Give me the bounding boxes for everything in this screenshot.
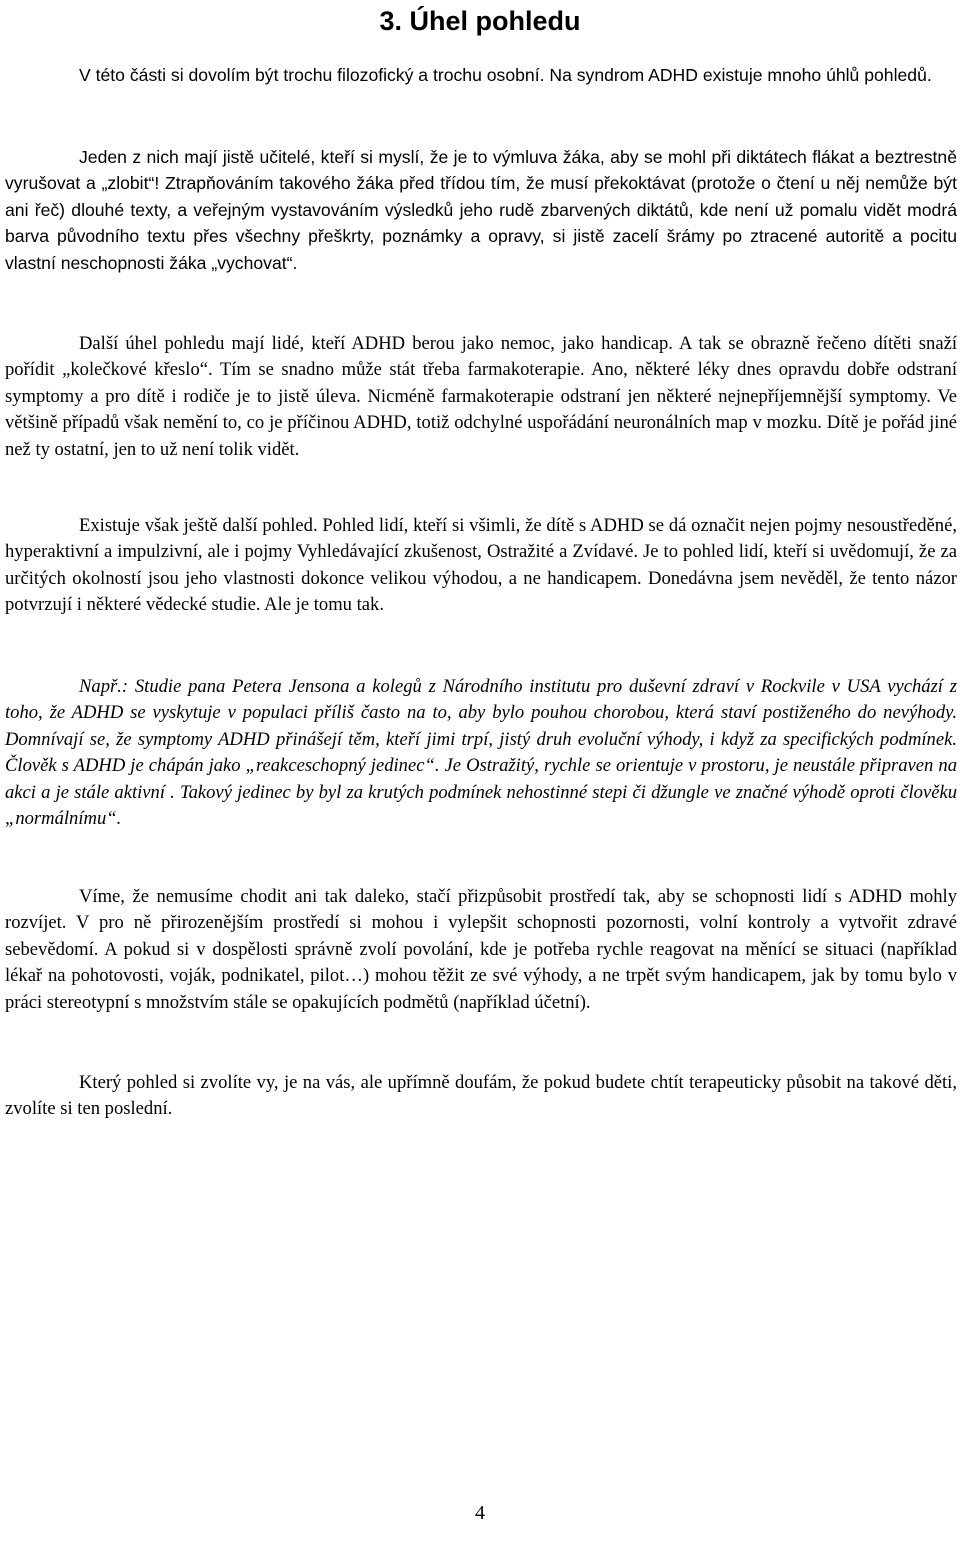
paragraph-advantage-view: Existuje však ještě další pohled. Pohled lidí, kteří si všimli, že dítě s ADHD se dá označit nejen pojmy nesoustředěné, hyperaktivní a impulzivní, ale i pojmy Vyhledávající zkušenost, Ostražité a Zvídavé. Je to pohled lidí, kteří si uvědomují, že za určitých okolností jsou jeho vlastnosti dokonce velikou výhodou, a ne handicapem. Donedávna jsem nevěděl, že tento názor potvrzují i některé vědecké studie. Ale je tomu tak.: [5, 515, 957, 616]
section-heading: 3. Úhel pohledu: [379, 6, 581, 36]
paragraph-illness-view: Další úhel pohledu mají lidé, kteří ADHD berou jako nemoc, jako handicap. A tak se obrazně řečeno dítěti snaží pořídit „kolečkové křeslo“. Tím se snadno může stát třeba farmakoterapie. Ano, některé léky dnes opravdu dobře odstraní symptomy a pro dítě i rodiče je to jistě úleva. Nicméně farmakoterapie odstraní jen některé nejnepříjemnější symptomy. Ve většině případů však nemění to, co je příčinou ADHD, totiž odchylné uspořádání neuronálních map v mozku. Dítě je pořád jiné než ty ostatní, jen to už není tolik vidět.: [5, 333, 957, 460]
paragraph-conclusion: Který pohled si zvolíte vy, je na vás, ale upřímně doufám, že pokud budete chtít terapeuticky působit na takové děti, zvolíte si ten poslední.: [5, 1072, 957, 1120]
page-number: 4: [475, 1502, 485, 1524]
paragraph-environment: Víme, že nemusíme chodit ani tak daleko, stačí přizpůsobit prostředí tak, aby se schopnosti lidí s ADHD mohly rozvíjet. V pro ně přirozenějším prostředí si mohou i vylepšit schopnosti pozornosti, volní kontroly a vytvořit zdravé sebevědomí. A pokud si v dospělosti správně zvolí povolání, kde je potřeba rychle reagovat na měnící se situaci (například lékař na pohotovosti, voják, podnikatel, pilot…) mohou těžit ze své výhody, a ne trpět svým handicapem, jak by tomu bylo v práci stereotypní s množstvím stále se opakujících podmětů (například účetní).: [5, 886, 957, 1013]
paragraph-intro: V této části si dovolím být trochu filozofický a trochu osobní. Na syndrom ADHD existuje mnoho úhlů pohledů.: [79, 65, 932, 85]
paragraph-study-example: Např.: Studie pana Petera Jensona a kolegů z Národního institutu pro duševní zdraví v Rockvile v USA vychází z toho, že ADHD se vyskytuje v populaci příliš často na to, aby bylo pouhou chorobou, která staví postiženého do nevýhody. Domnívají se, že symptomy ADHD přinášejí těm, kteří jimi trpí, jistý druh evoluční výhody, i když za specifických podmínek. Člověk s ADHD je chápán jako „reakceschopný jedinec“. Je Ostražitý, rychle se orientuje v prostoru, je neustále připraven na akci a je stále aktivní . Takový jedinec by byl za krutých podmínek nehostinné stepi či džungle ve značné výhodě oproti člověku „normálnímu“.: [5, 676, 957, 830]
paragraph-teachers-view: Jeden z nich mají jistě učitelé, kteří si myslí, že je to výmluva žáka, aby se mohl při diktátech flákat a beztrestně vyrušovat a „zlobit“! Ztrapňováním takového žáka před třídou tím, že musí překoktávat (protože o čtení u něj nemůže být ani řeč) dlouhé texty, a veřejným vystavováním výsledků jeho rudě zbarvených diktátů, kde není už pomalu vidět modrá barva původního textu přes všechny přeškrty, poznámky a opravy, si jistě zacelí šrámy po ztracené autoritě a pocitu vlastní neschopnosti žáka „vychovat“.: [5, 147, 957, 273]
